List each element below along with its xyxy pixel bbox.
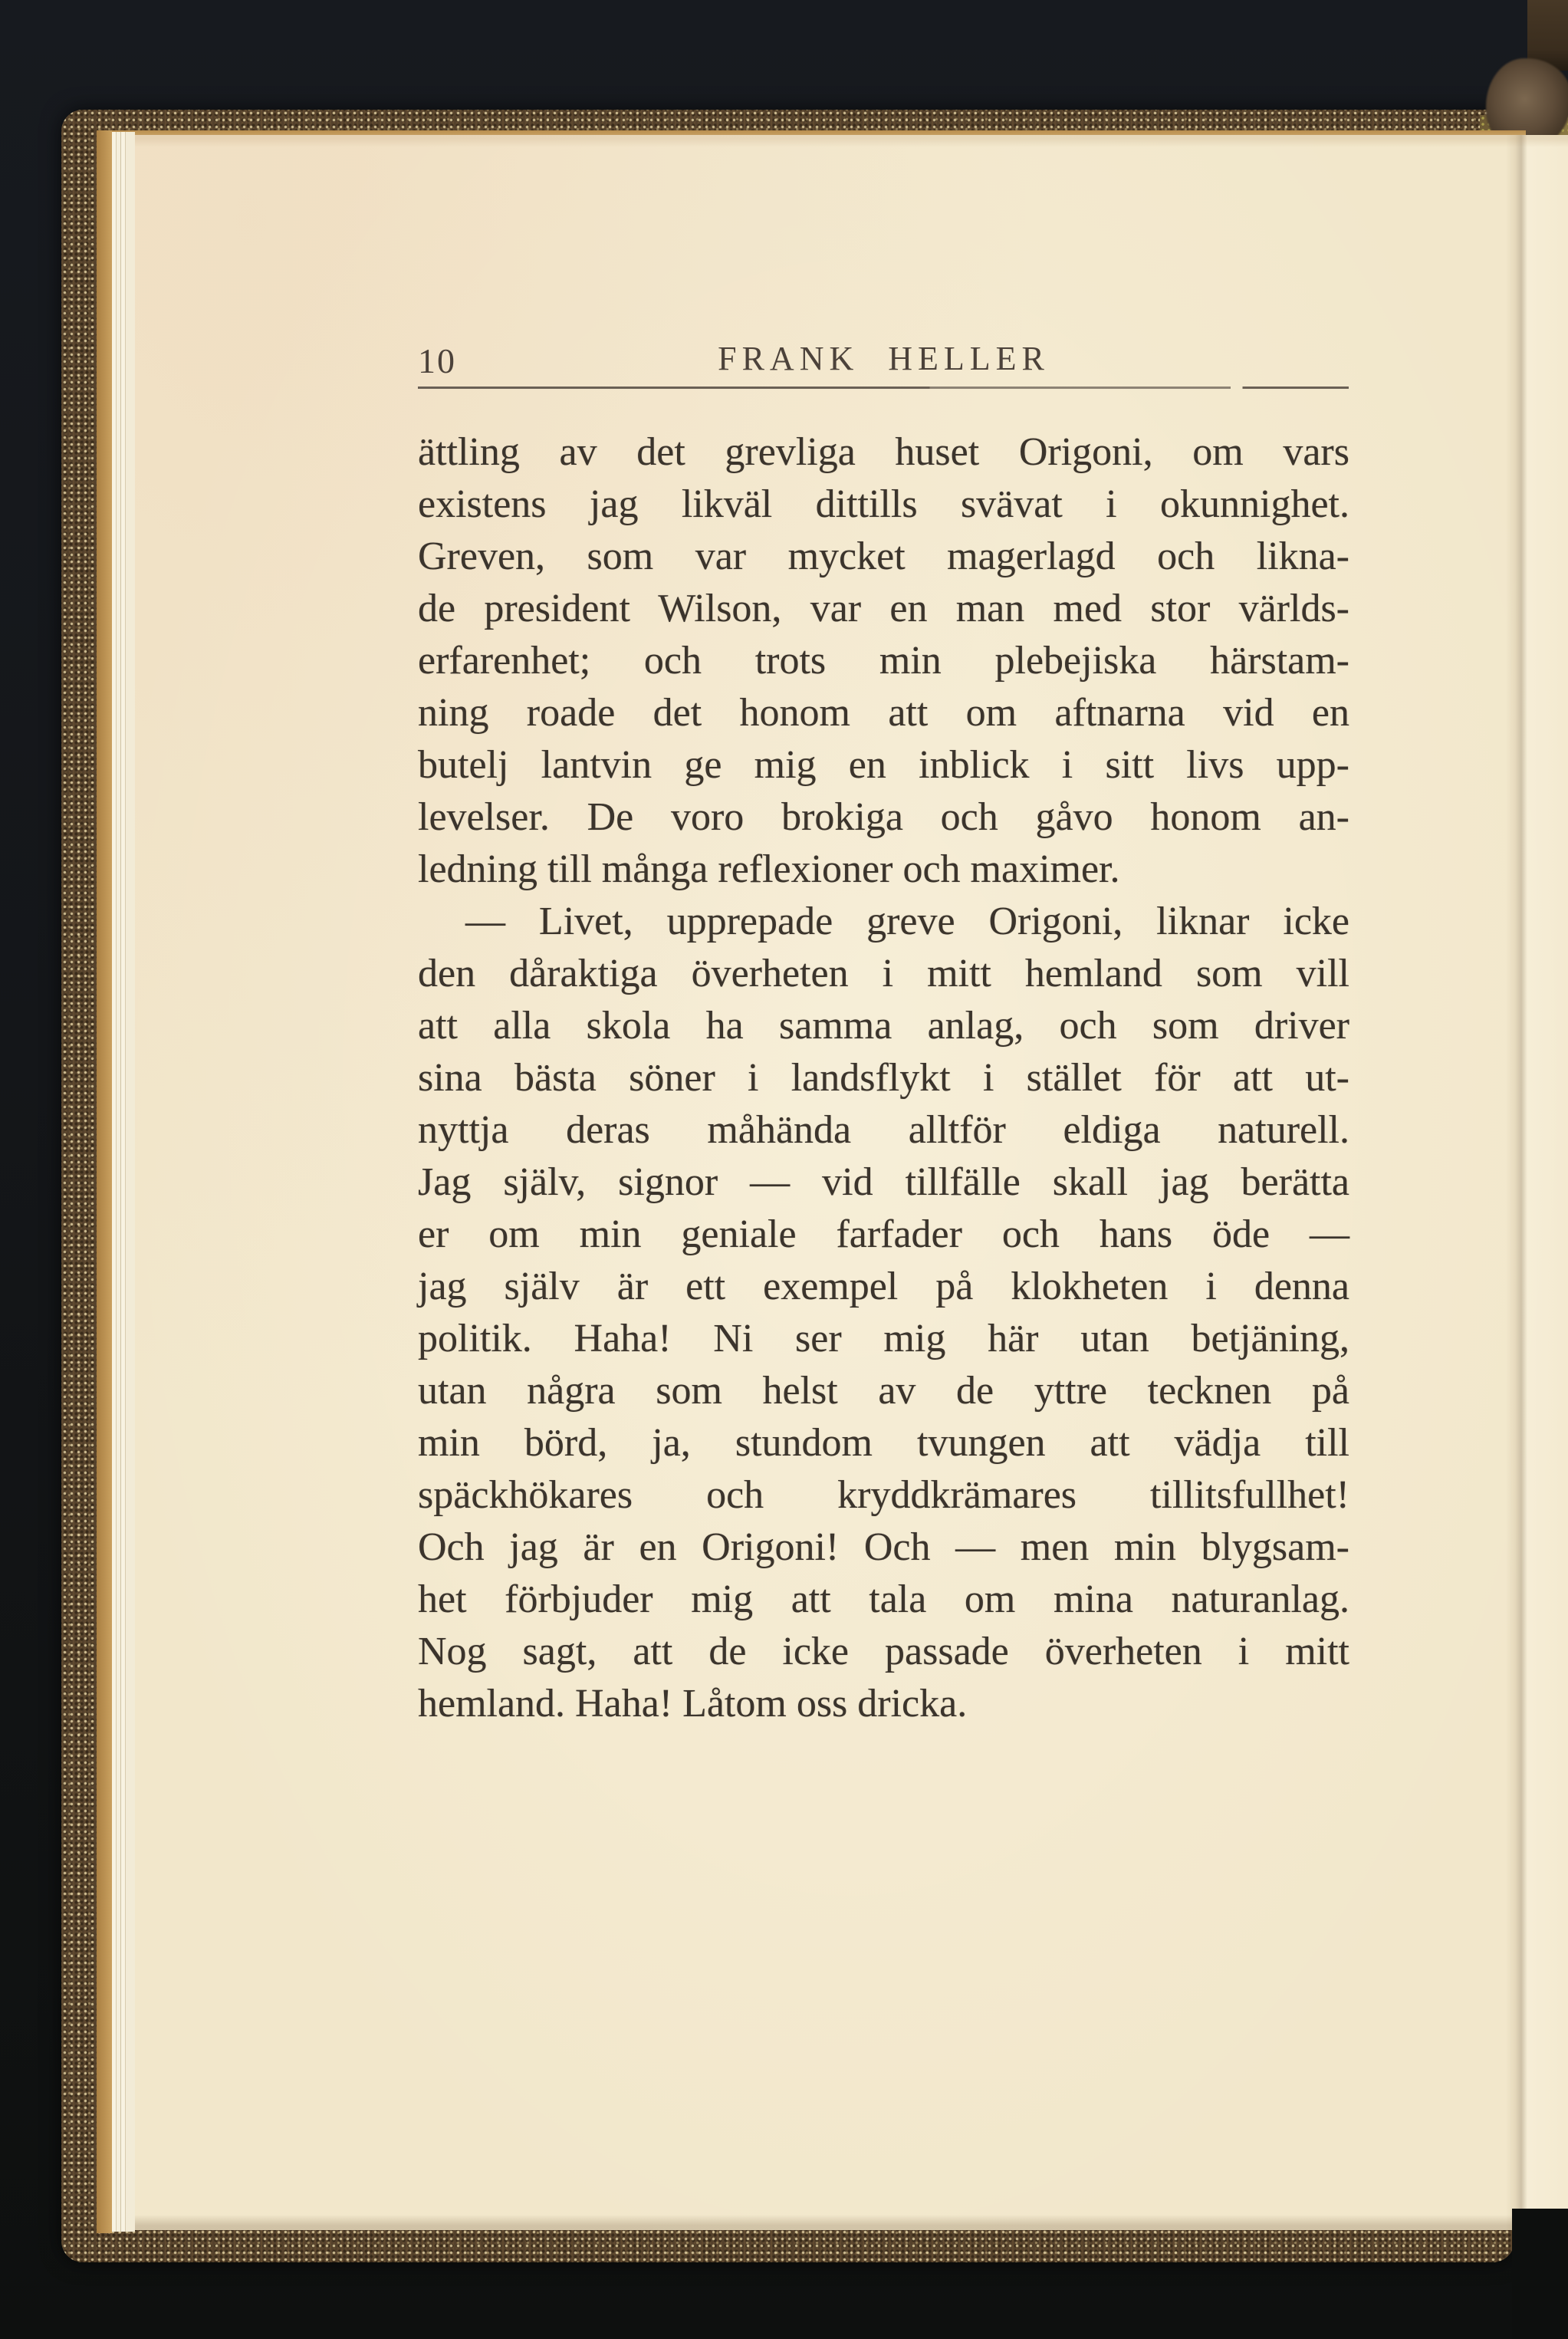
- text-line: existens jag likväl dittills svävat i okunnighet.: [418, 482, 1349, 526]
- text-line: Nog sagt, att de icke passade överheten i mitt: [418, 1630, 1349, 1673]
- text-line: min börd, ja, stundom tvungen att vädja till: [418, 1421, 1349, 1465]
- text-line: utan några som helst av de yttre tecknen på: [418, 1369, 1349, 1413]
- text-line: nyttja deras måhända alltför eldiga naturell.: [418, 1108, 1349, 1152]
- text-line: sina bästa söner i landsflykt i stället för att ut-: [418, 1056, 1349, 1100]
- text-line: levelser. De voro brokiga och gåvo honom an-: [418, 795, 1349, 839]
- text-line: erfarenhet; och trots min plebejiska härstam-: [418, 639, 1349, 683]
- text-line: Jag själv, signor — vid tillfälle skall jag berätta: [418, 1160, 1349, 1204]
- text-line: ning roade det honom att om aftnarna vid en: [418, 691, 1349, 735]
- text-line: — Livet, upprepade greve Origoni, liknar icke: [465, 900, 1349, 943]
- text-line: Och jag är en Origoni! Och — men min blygsam-: [418, 1525, 1349, 1569]
- running-header: FRANK HELLER: [718, 340, 1050, 377]
- text-line: Greven, som var mycket magerlagd och likna-: [418, 535, 1349, 578]
- text-line: den dåraktiga överheten i mitt hemland som vill: [418, 952, 1349, 995]
- text-line: hemland. Haha! Låtom oss dricka.: [418, 1682, 968, 1725]
- gutter-edge-left: [97, 130, 112, 2233]
- text-line: ledning till många reflexioner och maximer.: [418, 847, 1120, 891]
- body-text: [418, 426, 1349, 1730]
- text-line: jag själv är ett exempel på klokheten i denna: [418, 1265, 1349, 1308]
- text-line: de president Wilson, var en man med stor världs-: [418, 587, 1349, 630]
- text-line: att alla skola ha samma anlag, och som driver: [418, 1004, 1349, 1048]
- page-number: 10: [418, 341, 456, 380]
- text-line: ättling av det grevliga huset Origoni, om vars: [418, 430, 1349, 474]
- text-line: butelj lantvin ge mig en inblick i sitt livs upp-: [418, 743, 1349, 787]
- text-line: späckhökares och kryddkrämares tillitsfullhet!: [418, 1473, 1349, 1517]
- text-line: het förbjuder mig att tala om mina naturanlag.: [418, 1577, 1349, 1621]
- text-line: politik. Haha! Ni ser mig här utan betjäning,: [418, 1317, 1349, 1360]
- stacked-page-edges: [112, 132, 135, 2232]
- text-line: er om min geniale farfader och hans öde —: [418, 1212, 1349, 1256]
- background-corner: [1512, 2209, 1568, 2339]
- header-rule: [418, 387, 1349, 389]
